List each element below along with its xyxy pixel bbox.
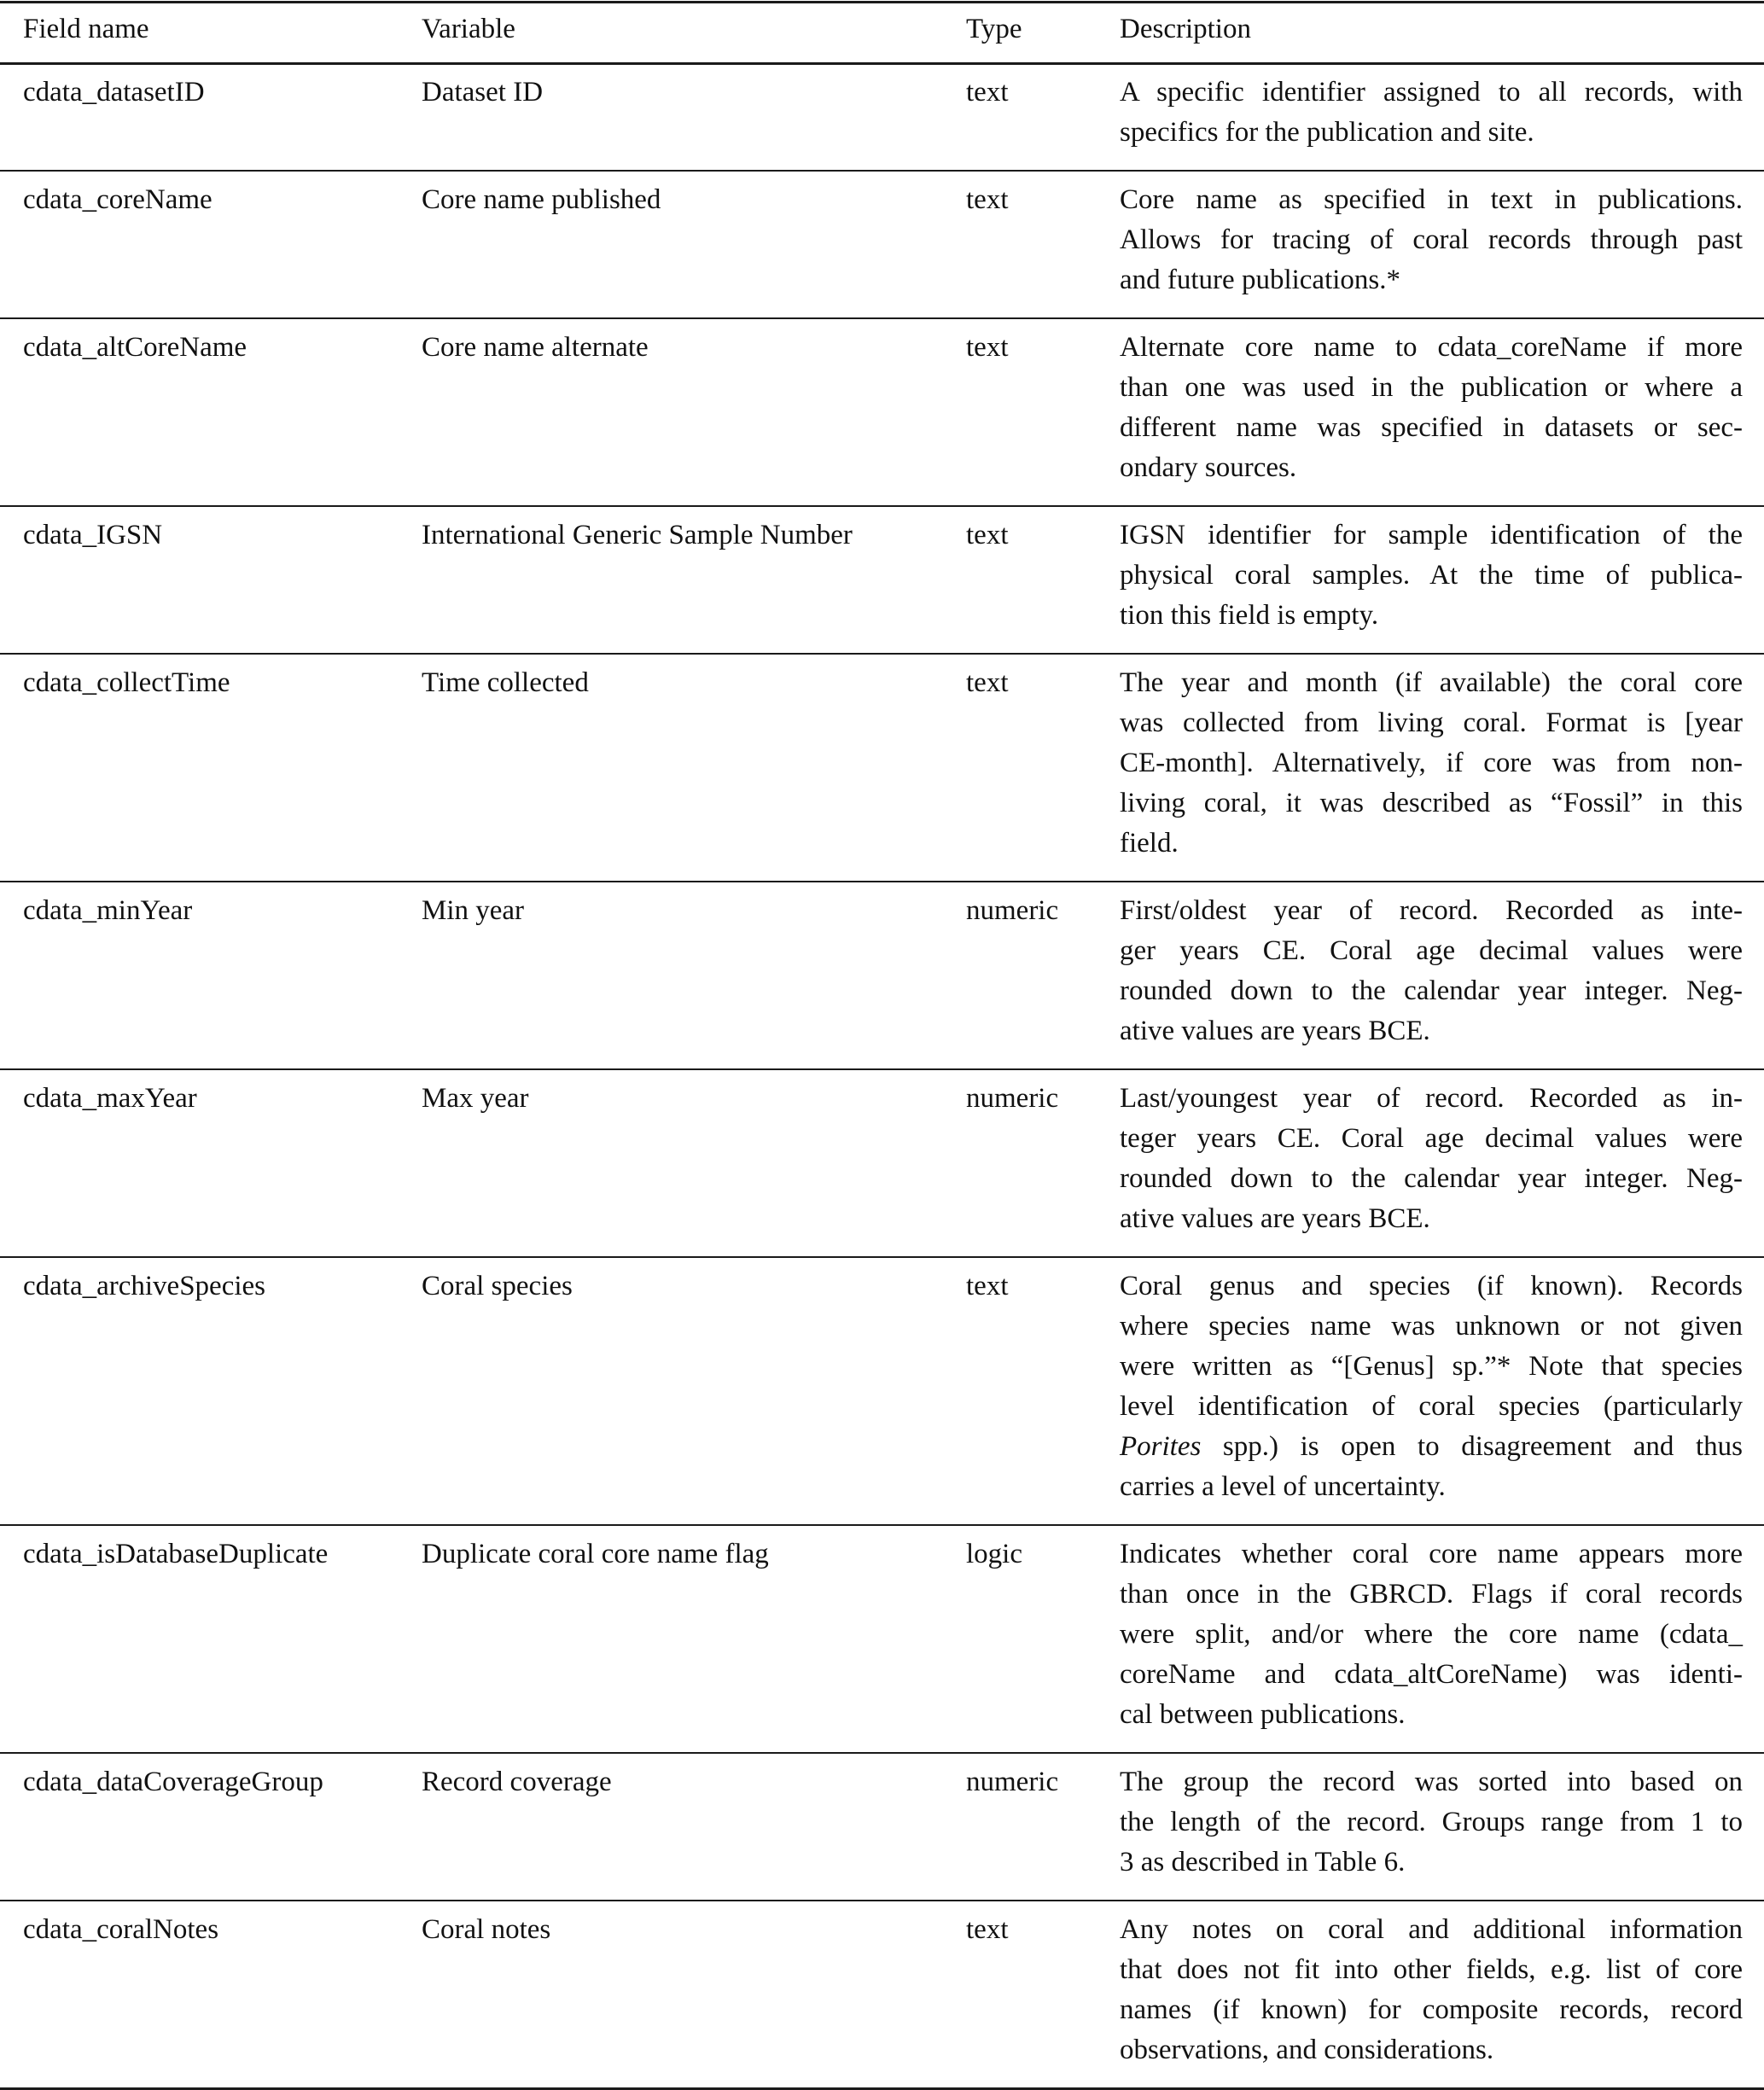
type-cell: text xyxy=(966,77,1009,108)
type-cell: text xyxy=(966,520,1009,550)
type-cell: text xyxy=(966,1271,1009,1301)
description-line: The group the record was sorted into based on xyxy=(1120,1767,1743,1797)
type-cell: logic xyxy=(966,1539,1022,1569)
description-line: ger years CE. Coral age decimal values were xyxy=(1120,935,1743,966)
type-cell: text xyxy=(966,1914,1009,1945)
field-name-cell: cdata_collectTime xyxy=(23,667,230,698)
description-line: Last/youngest year of record. Recorded as in- xyxy=(1120,1083,1743,1114)
variable-cell: Record coverage xyxy=(422,1767,612,1797)
field-name-cell: cdata_dataCoverageGroup xyxy=(23,1767,323,1797)
field-name-cell: cdata_archiveSpecies xyxy=(23,1271,266,1301)
field-name-cell: cdata_IGSN xyxy=(23,520,163,550)
description-line: A specific identifier assigned to all records, with xyxy=(1120,77,1743,108)
description-line: physical coral samples. At the time of publica- xyxy=(1120,560,1743,591)
variable-cell: International Generic Sample Number xyxy=(422,520,853,550)
description-cell xyxy=(1120,73,1743,153)
header-description: Description xyxy=(1120,14,1251,44)
description-line: Any notes on coral and additional information xyxy=(1120,1914,1743,1945)
description-cell xyxy=(1120,1266,1743,1507)
variable-cell: Max year xyxy=(422,1083,529,1114)
description-line: 3 as described in Table 6. xyxy=(1120,1847,1406,1878)
field-name-cell: cdata_altCoreName xyxy=(23,332,247,363)
description-line: where species name was unknown or not given xyxy=(1120,1311,1743,1342)
row-divider xyxy=(0,317,1764,319)
description-line: Porites spp.) is open to disagreement and thus xyxy=(1120,1431,1743,1462)
type-cell: text xyxy=(966,667,1009,698)
description-cell xyxy=(1120,663,1743,864)
italic-genus-name: Porites xyxy=(1120,1431,1202,1462)
description-line: than once in the GBRCD. Flags if coral records xyxy=(1120,1579,1743,1610)
description-line: were split, and/or where the core name (cdata_ xyxy=(1120,1619,1743,1650)
type-cell: text xyxy=(966,332,1009,363)
row-divider xyxy=(0,653,1764,655)
description-line: rounded down to the calendar year integer. Neg- xyxy=(1120,975,1743,1006)
field-name-cell: cdata_datasetID xyxy=(23,77,205,108)
header-type: Type xyxy=(966,14,1022,44)
field-name-cell: cdata_coralNotes xyxy=(23,1914,219,1945)
description-line: ative values are years BCE. xyxy=(1120,1016,1430,1046)
variable-cell: Core name published xyxy=(422,184,661,215)
description-line: IGSN identifier for sample identification of the xyxy=(1120,520,1743,550)
variable-cell: Time collected xyxy=(422,667,589,698)
field-name-cell: cdata_isDatabaseDuplicate xyxy=(23,1539,329,1569)
description-line: different name was specified in datasets or sec- xyxy=(1120,412,1743,443)
variable-cell: Dataset ID xyxy=(422,77,544,108)
field-name-cell: cdata_minYear xyxy=(23,895,193,926)
description-cell xyxy=(1120,515,1743,636)
description-line: Alternate core name to cdata_coreName if more xyxy=(1120,332,1743,363)
row-divider xyxy=(0,1752,1764,1754)
variable-cell: Core name alternate xyxy=(422,332,649,363)
row-divider xyxy=(0,505,1764,507)
description-line: specifics for the publication and site. xyxy=(1120,117,1534,148)
description-line: Coral genus and species (if known). Records xyxy=(1120,1271,1743,1301)
description-line: carries a level of uncertainty. xyxy=(1120,1471,1446,1502)
row-divider xyxy=(0,1900,1764,1901)
description-line: were written as “[Genus] sp.”* Note that species xyxy=(1120,1351,1743,1382)
description-line: ative values are years BCE. xyxy=(1120,1203,1430,1234)
description-line: level identification of coral species (particularly xyxy=(1120,1391,1743,1422)
description-cell xyxy=(1120,1534,1743,1735)
description-line: First/oldest year of record. Recorded as inte- xyxy=(1120,895,1743,926)
field-name-cell: cdata_maxYear xyxy=(23,1083,197,1114)
description-line: field. xyxy=(1120,828,1179,859)
description-cell xyxy=(1120,1910,1743,2070)
description-line: ondary sources. xyxy=(1120,452,1297,483)
description-cell xyxy=(1120,328,1743,488)
description-line: rounded down to the calendar year integer. Neg- xyxy=(1120,1163,1743,1194)
variable-cell: Coral species xyxy=(422,1271,573,1301)
description-cell xyxy=(1120,1079,1743,1239)
row-divider xyxy=(0,1068,1764,1070)
description-line: living coral, it was described as “Fossil” in this xyxy=(1120,788,1743,818)
description-line: names (if known) for composite records, record xyxy=(1120,1994,1743,2025)
description-cell xyxy=(1120,180,1743,300)
header-variable: Variable xyxy=(422,14,515,44)
variable-cell: Min year xyxy=(422,895,525,926)
description-line: CE-month]. Alternatively, if core was from non- xyxy=(1120,748,1743,778)
description-line: Core name as specified in text in publications. xyxy=(1120,184,1743,215)
description-cell xyxy=(1120,1762,1743,1883)
description-line: teger years CE. Coral age decimal values were xyxy=(1120,1123,1743,1154)
table-top-rule xyxy=(0,1,1764,3)
description-cell xyxy=(1120,891,1743,1051)
type-cell: numeric xyxy=(966,1083,1059,1114)
field-name-cell: cdata_coreName xyxy=(23,184,212,215)
type-cell: numeric xyxy=(966,895,1059,926)
description-line: Allows for tracing of coral records through past xyxy=(1120,224,1743,255)
variable-cell: Coral notes xyxy=(422,1914,551,1945)
type-cell: text xyxy=(966,184,1009,215)
description-line: and future publications.* xyxy=(1120,265,1401,295)
description-line: Indicates whether coral core name appears more xyxy=(1120,1539,1743,1569)
description-line: that does not fit into other fields, e.g. list of core xyxy=(1120,1954,1743,1985)
description-line: the length of the record. Groups range from 1 to xyxy=(1120,1807,1743,1837)
variable-cell: Duplicate coral core name flag xyxy=(422,1539,769,1569)
description-line: cal between publications. xyxy=(1120,1699,1406,1730)
description-line: than one was used in the publication or where a xyxy=(1120,372,1743,403)
description-line: The year and month (if available) the coral core xyxy=(1120,667,1743,698)
description-line: coreName and cdata_altCoreName) was identi- xyxy=(1120,1659,1743,1690)
row-divider xyxy=(0,170,1764,172)
header-field-name: Field name xyxy=(23,14,149,44)
description-line: tion this field is empty. xyxy=(1120,600,1379,631)
header-bottom-rule xyxy=(0,62,1764,65)
row-divider xyxy=(0,1256,1764,1258)
row-divider xyxy=(0,881,1764,882)
description-line: was collected from living coral. Format is [year xyxy=(1120,707,1743,738)
description-line: observations, and considerations. xyxy=(1120,2035,1494,2065)
type-cell: numeric xyxy=(966,1767,1059,1797)
row-divider xyxy=(0,1524,1764,1526)
